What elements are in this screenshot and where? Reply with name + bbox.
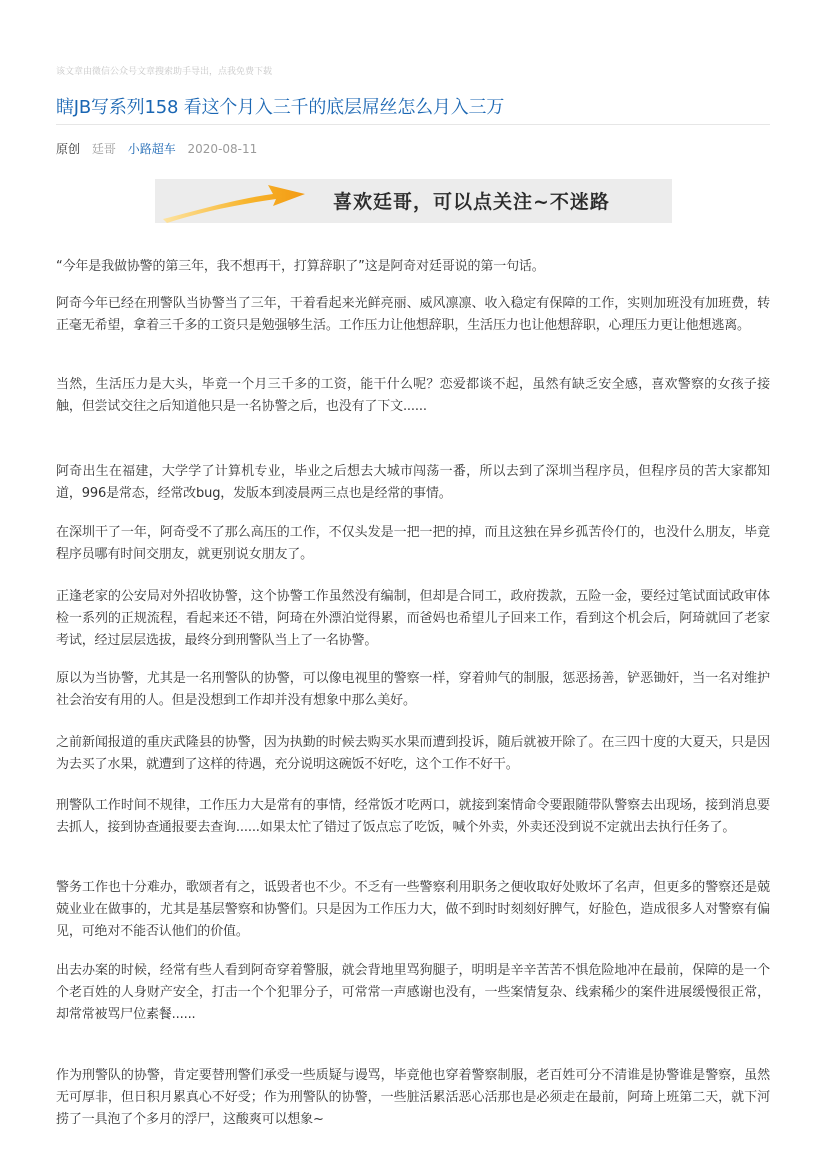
paragraph-5: 在深圳干了一年，阿奇受不了那么高压的工作，不仅头发是一把一把的掉，而且这独在异乡孤苦伶仃的，也没什么朋友，毕竟程序员哪有时间交朋友，就更别说女朋友了。 <box>56 525 770 562</box>
account-name-link[interactable]: 小路超车 <box>127 142 176 156</box>
export-notice-link[interactable]: 该文章由微信公众号文章搜索助手导出，点我免费下载 <box>56 67 273 77</box>
paragraph-2: 阿奇今年已经在刑警队当协警当了三年，干着看起来光鲜亮丽、威风凛凛、收入稳定有保障的工作，实则加班没有加班费，转正毫无希望，拿着三千多的工资只是勉强够生活。工作压力让他想辞职，生活压力也让他想辞职，心理压力更让他想逃离。 <box>56 296 770 333</box>
paragraph-4: 阿奇出生在福建，大学学了计算机专业，毕业之后想去大城市闯荡一番，所以去到了深圳当程序员，但程序员的苦大家都知道，996是常态，经常改bug，发版本到凌晨两三点也是经常的事情。 <box>56 464 770 501</box>
original-tag: 原创 <box>56 142 81 156</box>
publish-date: 2020-08-11 <box>187 142 258 156</box>
author-name: 廷哥 <box>91 142 116 156</box>
paragraph-11: 出去办案的时候，经常有些人看到阿奇穿着警服，就会背地里骂狗腿子，明明是辛辛苦苦不惧危险地冲在最前，保障的是一个个老百姓的人身财产安全，打击一个个犯罪分子，可常常一声感谢也没有，一些案情复杂、线索稀少的案件进展缓慢很正常，却常常被骂尸位素餐...... <box>56 963 770 1022</box>
paragraph-12: 作为刑警队的协警，肯定要替刑警们承受一些质疑与谩骂，毕竟他也穿着警察制服，老百姓可分不清谁是协警谁是警察，虽然无可厚非，但日积月累真心不好受；作为刑警队的协警，一些脏活累活恶心活那也是必须走在最前，阿琦上班第二天，就下河捞了一具泡了个多月的浮尸，这酸爽可以想象~ <box>56 1068 770 1127</box>
paragraph-7: 原以为当协警，尤其是一名刑警队的协警，可以像电视里的警察一样，穿着帅气的制服，惩恶扬善，铲恶锄奸，当一名对维护社会治安有用的人。但是没想到工作却并没有想象中那么美好。 <box>56 671 770 708</box>
paragraph-1: “今年是我做协警的第三年，我不想再干，打算辞职了”这是阿奇对廷哥说的第一句话。 <box>56 259 545 274</box>
follow-banner-image <box>155 179 672 223</box>
paragraph-9: 刑警队工作时间不规律，工作压力大是常有的事情，经常饭才吃两口，就接到案情命令要跟随带队警察去出现场，接到消息要去抓人，接到协查通报要去查询......如果太忙了错过了饭点忘了吃饭，喊个外卖，外卖还没到说不定就出去执行任务了。 <box>56 798 770 835</box>
paragraph-10: 警务工作也十分难办，歌颂者有之，诋毁者也不少。不乏有一些警察利用职务之便收取好处败坏了名声，但更多的警察还是兢兢业业在做事的，尤其是基层警察和协警们。只是因为工作压力大，做不到时时刻刻好脾气，好脸色，造成很多人对警察有偏见，可绝对不能否认他们的价值。 <box>56 880 770 939</box>
article-title: 瞎JB写系列158 看这个月入三千的底层屌丝怎么月入三万 <box>56 97 505 118</box>
paragraph-6: 正逢老家的公安局对外招收协警，这个协警工作虽然没有编制，但却是合同工，政府拨款，五险一金，要经过笔试面试政审体检一系列的正规流程，看起来还不错，阿琦在外漂泊觉得累，而爸妈也希望儿子回来工作，看到这个机会后，阿琦就回了老家考试，经过层层选拔，最终分到刑警队当上了一名协警。 <box>56 589 770 648</box>
article-meta <box>56 140 265 157</box>
title-divider <box>56 124 770 125</box>
paragraph-8: 之前新闻报道的重庆武隆县的协警，因为执勤的时候去购买水果而遭到投诉，随后就被开除了。在三四十度的大夏天，只是因为去买了水果，就遭到了这样的待遇，充分说明这碗饭不好吃，这个工作不好干。 <box>56 735 770 772</box>
paragraph-3: 当然，生活压力是大头，毕竟一个月三千多的工资，能干什么呢？恋爱都谈不起，虽然有缺乏安全感，喜欢警察的女孩子接触，但尝试交往之后知道他只是一名协警之后，也没有了下文...... <box>56 377 770 414</box>
banner-text: 喜欢廷哥，可以点关注~不迷路 <box>333 191 610 213</box>
